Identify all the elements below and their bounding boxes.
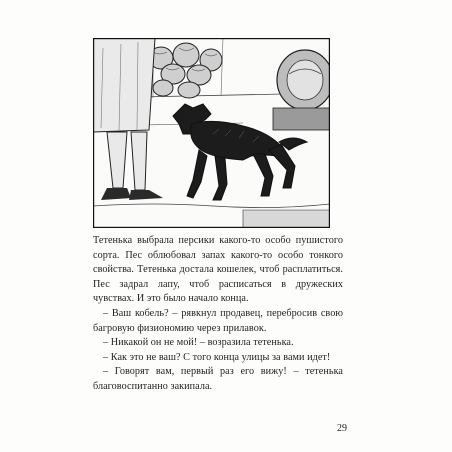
paragraph-2: – Ваш кобель? – рявкнул продавец, перебросив свою багровую физиономию через прилавок.: [93, 307, 343, 334]
paragraph-4: – Как это не ваш? С того конца улицы за вами идет!: [103, 351, 331, 363]
paragraph-1: Тетенька выбрала персики какого-то особо пушистого сорта. Пес облюбовал запах какого-то особо тонкого свойства. Тетенька достала кошелек, чтоб расплатиться. Пес задрал лапу, чтоб расписаться в дружеских чувствах. И это было начало конца.: [93, 235, 343, 305]
page-number: 29: [337, 423, 347, 434]
paragraph-3: – Никакой он не мой! – возразила тетенька.: [103, 337, 294, 349]
paragraph-5: – Говорят вам, первый раз его вижу! – тетенька благовоспитанно закипала.: [93, 366, 343, 392]
story-text: [93, 234, 343, 395]
dog-market-illustration: [93, 38, 330, 228]
